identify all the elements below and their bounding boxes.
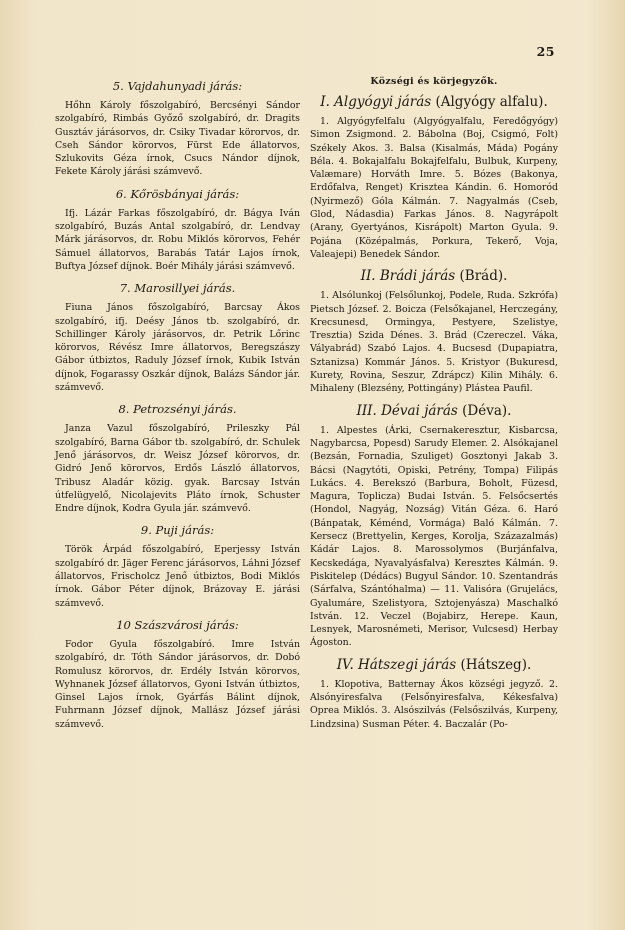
section-text: Török Árpád főszolgabíró, Eperjessy István szolgabíró dr. Jäger Ferenc járásorvos, Láhni József állatorvos, Frischolcz Jenő útbiztos, Bodi Miklós írnok. Gábor Péter díjnok, Brázovay E. járási számvevő. [55,544,300,609]
heading-italic: III. Dévai járás [356,402,458,419]
section-text: Ifj. Lázár Farkas főszolgabíró, dr. Bágya Iván szolgabíró, Buzás Antal szolgabíró, dr. Lendvay Márk járásorvos, dr. Robu Miklós körorvos, Fehér Sámuel állatorvos, Barabás Tatár Lajos írnok, Buftya József díjnok. Boér Mihály járási számvevő. [55,207,300,272]
section-heading: 6. Kőrösbányai járás: [115,186,240,201]
page-number: 25 [536,44,555,59]
left-column [55,75,300,739]
section-heading [310,404,558,418]
right-column [310,75,558,739]
heading-plain: (Brád). [459,268,508,285]
section-text: Hőhn Károly főszolgabíró, Bercsényi Sándor szolgabíró, Rimbás Győző szolgabíró, dr. Dragits Gusztáv járásorvos, dr. Csiky Tivadar körorvos, dr. Cseh Sándor körorvos, Fürst Ede állatorvos, Szlukovits Géza írnok, Csucs Nándor díjnok, Fekete Károly járási számvevő. [55,100,300,178]
section-heading: 8. Petrozsényi járás. [118,402,237,417]
section-heading [310,658,558,672]
section-text: 1. Klopotiva, Batternay Ákos községi jegyző. 2. Alsónyiresfalva (Felsőnyiresfalva, Kékesfalva) Oprea Miklós. 3. Alsószilvás (Felsőszilvás, Kurpeny, Lindzsina) Susman Péter. 4. Baczalár (Po- [310,678,558,730]
section-heading: 10 Szászvárosi járás: [116,617,239,632]
section-text: 1. Algyógyfelfalu (Algyógyalfalu, Feredőgyógy) Simon Zsigmond. 2. Bábolna (Boj, Csigmó, Folt) Székely Akos. 3. Balsa (Kisalmás, Máda) Pogány Béla. 4. Bokajalfalu Bokajfelfalu, Bulbuk, Kurpeny, Valæmare) Horváth Imre. 5. Bózes (Bakonya, Erdőfalva, Renget) Krisztea Kándin. 6. Homoród (Nyirmező) Góla Kálmán. 7. Nagyalmás (Cseb, Glod, Nádasdia) Farkas János. 8. Nagyrápolt (Arany, Gyertyános, Kisrápolt) Marton Gyula. 9. Pojána (Középalmás, Porkura, Tekerő, Voja, Valeajepi) Benedek Sándor. [310,116,558,260]
section-text: Fiuna János főszolgabíró, Barcsay Ákos szolgabíró, ifj. Deésy János tb. szolgabíró, dr. Schillinger Károly járásorvos, dr. Petrik Lőrinc körorvos, Révész Imre állatorvos, Beregszászy Gábor útbiztos, Raduly József írnok, Kubik István díjnok, Fogarassy Oszkár díjnok, Balázs Sándor jár. számvevő. [55,302,300,394]
section-heading: 5. Vajdahunyadi járás: [112,79,243,93]
heading-italic: I. Algyógyi járás [320,94,432,110]
section-heading: 9. Puji járás: [140,523,215,538]
heading-italic: II. Brádi járás [360,268,456,285]
column-title: Községi és körjegyzők. [370,76,498,87]
heading-plain: (Hátszeg). [460,656,532,673]
section-heading [310,269,558,283]
section-text: 1. Alsólunkoj (Felsőlunkoj, Podele, Ruda. Szkrófa) Pietsch József. 2. Boicza (Felsőkajanel, Herczegány, Krecsunesd, Ormingya, Pestyere, Szelistye, Tresztia) Szida Dénes. 3. Brád (Czereczel. Váka, Vályabrád) Szabó Lajos. 4. Bucsesd (Dupapiatra, Sztanizsa) Kommár János. 5. Kristyor (Bukuresd, Kurety, Rovina, Seszur, Zdrápcz) Kilin Mihály. 6. Mihaleny (Blezsény, Pottingány) Plástea Paufil. [310,290,558,395]
section-text: 1. Alpestes (Árki, Csernakeresztur, Kisbarcsa, Nagybarcsa, Popesd) Sarudy Elemer. 2. Alsókajanel (Bezsán, Fornadia, Szuliget) Gosztonyi Jakab 3. Bácsi (Nagytóti, Opiski, Petrény, Tompa) Filipás Lukács. 4. Berekszó (Barbura, Boholt, Füzesd, Magura, Toplicza) Budai István. 5. Felsőcsertés (Hondol, Nagyág, Nozság) Vitán Géza. 6. Haró (Bánpatak, Kéménd, Vormága) Baló Kálmán. 7. Kersecz (Brettyelin, Kerges, Korolja, Százazalmás) Kádár Lajos. 8. Marossolymos (Burjánfalva, Kecskedága, Nyavalyásfalva) Keresztes Kálmán. 9. Piskitelep (Dédács) Bugyul Sándor. 10. Szentandrás (Sárfalva, Szántóhalma) — 11. Valisóra (Grujelács, Gyalumáre, Szelistyora, Sztojenyásza) Maschalkó István. 12. Veczel (Bojabirz, Herepe. Kaun, Lesnyek, Marosnémeti, Merisor, Vulcsesd) Herbay Ágoston. [310,424,558,649]
section-heading: 7. Marosillyei járás. [119,281,236,296]
section-text: Janza Vazul főszolgabíró, Prileszky Pál szolgabíró, Barna Gábor tb. szolgabíró, dr. Schulek Jenő járásorvos, dr. Weisz József körorvos, dr. Gidró Jenő körorvos, Erdős László állatorvos, Tribusz Aladár közig. gyak. Barcsay István útfelügyelő, Nicolajevits Pláto írnok, Schuster Endre díjnok, Kodra Gyula jár. számvevő. [55,423,300,515]
section-text: Fodor Gyula főszolgabíró. Imre István szolgabíró, dr. Tóth Sándor járásorvos, dr. Dobó Romulusz körorvos, dr. Erdély István körorvos, Wyhnanek József állatorvos, Gyoni István útbiztos, Ginsel Lajos írnok, Gyárfás Bálint díjnok, Fuhrmann József díjnok, Mallász József járási számvevő. [55,638,300,730]
heading-plain: (Algyógy alfalu). [435,94,548,110]
heading-italic: IV. Hátszegi járás [336,656,457,673]
section-heading [310,95,558,109]
heading-plain: (Déva). [462,402,512,419]
